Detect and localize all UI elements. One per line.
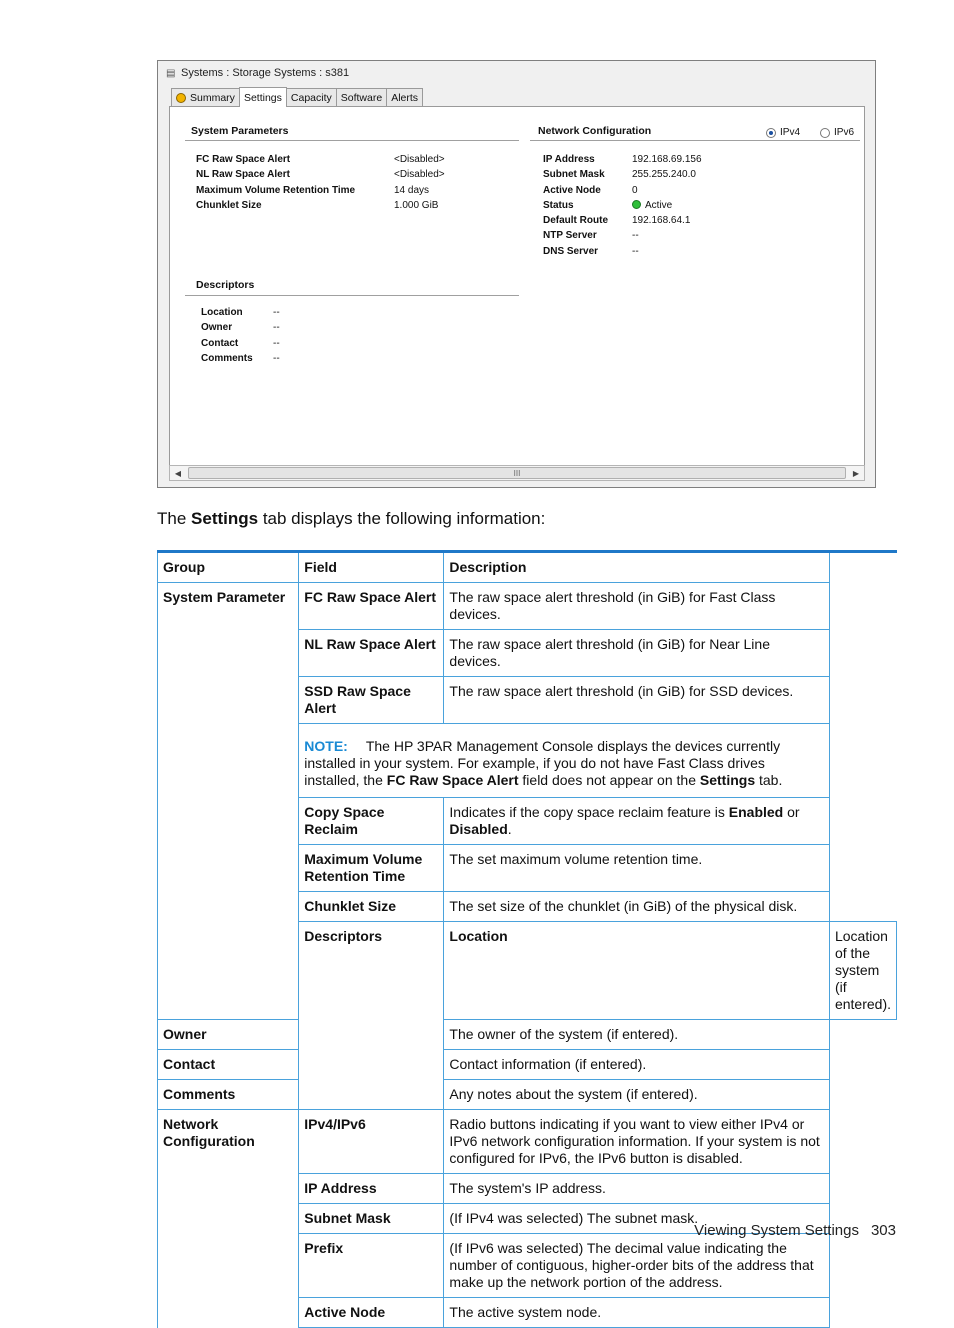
descriptor-value: -- [273, 337, 280, 349]
description-cell: The system's IP address. [444, 1174, 830, 1204]
console-window [157, 60, 876, 488]
description-cell: Contact information (if entered). [444, 1050, 830, 1080]
page-number: 303 [870, 1222, 896, 1239]
field-cell: Location [444, 922, 830, 1020]
ip-version-radio-group [766, 127, 854, 138]
param-label: FC Raw Space Alert [196, 154, 291, 165]
network-value: 255.255.240.0 [632, 169, 696, 181]
scroll-left-icon[interactable]: ◀ [174, 468, 182, 478]
descriptor-value: -- [273, 352, 280, 364]
description-cell: (If IPv6 was selected) The decimal value indicating the number of contiguous, higher-order bits of the address that make up the network portion of the address. [444, 1234, 830, 1298]
param-value: <Disabled> [394, 154, 445, 165]
param-label: Maximum Volume Retention Time [196, 184, 356, 196]
group-descriptors: Descriptors [299, 922, 444, 1110]
settings-panel [169, 106, 865, 466]
network-values [632, 152, 702, 259]
descriptor-label: Owner [201, 322, 233, 334]
table-row [158, 1020, 897, 1050]
system-parameters-labels [196, 152, 355, 213]
param-value: 1.000 GiB [394, 199, 439, 211]
section-divider [185, 295, 519, 296]
description-cell: The active system node. [444, 1298, 830, 1328]
descriptors-heading: Descriptors [196, 279, 255, 291]
descriptors-labels [201, 305, 253, 366]
tab-settings[interactable]: Settings [239, 87, 287, 107]
field-cell: Chunklet Size [299, 892, 444, 922]
system-parameters-values [394, 152, 445, 213]
field-cell: Contact [158, 1050, 299, 1080]
field-cell: Copy Space Reclaim [299, 798, 444, 845]
intro-sentence: The Settings tab displays the following information: [157, 509, 546, 528]
field-cell: Prefix [299, 1234, 444, 1298]
ipv4-radio[interactable] [766, 128, 776, 138]
window-title-bar [158, 61, 875, 85]
network-label: NTP Server [543, 230, 597, 242]
storage-system-icon: ▤ [166, 67, 176, 79]
tab-alerts[interactable]: Alerts [386, 88, 423, 106]
tab-software[interactable]: Software [336, 88, 387, 106]
field-cell: Subnet Mask [299, 1204, 444, 1234]
field-cell: Maximum Volume Retention Time [299, 845, 444, 892]
system-parameters-heading: System Parameters [191, 125, 289, 137]
network-value: 0 [632, 184, 638, 196]
settings-emphasis: Settings [191, 509, 259, 528]
footer-section-title: Viewing System Settings [694, 1222, 859, 1239]
tab-capacity[interactable]: Capacity [286, 88, 337, 106]
network-label: Active Node [543, 184, 601, 196]
param-label: Chunklet Size [196, 199, 262, 211]
group-system-parameter: System Parameter [158, 583, 299, 1020]
section-divider [530, 140, 860, 141]
field-cell: SSD Raw Space Alert [299, 677, 444, 724]
network-label: Default Route [543, 215, 608, 227]
status-active-icon [632, 200, 641, 209]
note-cell: NOTE: The HP 3PAR Management Console displays the devices currently installed in your system. For example, if you do not have Fast Class drives installed, the FC Raw Space Alert field does not appear on the Settings tab. [299, 724, 830, 798]
description-cell: The owner of the system (if entered). [444, 1020, 830, 1050]
description-cell: The raw space alert threshold (in GiB) for SSD devices. [444, 677, 830, 724]
network-value: -- [632, 230, 639, 242]
description-cell: The raw space alert threshold (in GiB) for Near Line devices. [444, 630, 830, 677]
settings-table [157, 550, 897, 1328]
ipv6-label: IPv6 [834, 127, 855, 138]
descriptor-label: Comments [201, 352, 253, 364]
description-cell: The set maximum volume retention time. [444, 845, 830, 892]
section-divider [185, 140, 519, 141]
descriptor-value: -- [273, 322, 280, 334]
network-value: 192.168.64.1 [632, 215, 691, 227]
param-value: <Disabled> [394, 169, 445, 181]
tab-summary[interactable]: Summary [171, 88, 240, 106]
page-footer [694, 1222, 896, 1239]
header-description: Description [444, 552, 830, 583]
header-field: Field [299, 552, 444, 583]
description-cell: Location of the system (if entered). [829, 922, 896, 1020]
network-label: Status [543, 199, 574, 211]
table-header-row [158, 552, 897, 583]
field-cell: Active Node [299, 1298, 444, 1328]
descriptors-values [273, 305, 280, 366]
tab-bar [171, 87, 422, 106]
description-cell: The raw space alert threshold (in GiB) for Fast Class devices. [444, 583, 830, 630]
network-value: 192.168.69.156 [632, 154, 702, 165]
descriptor-value: -- [273, 307, 280, 318]
note-label: NOTE: [304, 738, 348, 754]
param-value: 14 days [394, 184, 430, 196]
table-row [158, 1110, 897, 1174]
field-cell: IP Address [299, 1174, 444, 1204]
field-cell: IPv4/IPv6 [299, 1110, 444, 1174]
horizontal-scrollbar[interactable] [169, 465, 865, 481]
window-title: Systems : Storage Systems : s381 [181, 67, 350, 79]
field-cell: FC Raw Space Alert [299, 583, 444, 630]
network-labels [543, 152, 608, 259]
descriptor-label: Location [201, 307, 243, 318]
field-cell: NL Raw Space Alert [299, 630, 444, 677]
status-value: Active [632, 198, 702, 213]
description-cell: Any notes about the system (if entered). [444, 1080, 830, 1110]
ipv4-label: IPv4 [780, 127, 801, 138]
network-label: DNS Server [543, 245, 599, 257]
ipv6-radio[interactable] [820, 128, 830, 138]
scroll-right-icon[interactable]: ▶ [852, 468, 860, 478]
table-row [158, 1080, 897, 1110]
network-value: -- [632, 245, 639, 257]
field-cell: Owner [158, 1020, 299, 1050]
description-cell: Indicates if the copy space reclaim feature is Enabled or Disabled. [444, 798, 830, 845]
table-row [158, 1050, 897, 1080]
description-cell: Radio buttons indicating if you want to view either IPv4 or IPv6 network configuration information. If your system is not configured for IPv6, the IPv6 button is disabled. [444, 1110, 830, 1174]
network-configuration-heading: Network Configuration [538, 125, 652, 137]
descriptor-label: Contact [201, 337, 239, 349]
description-cell: The set size of the chunklet (in GiB) of the physical disk. [444, 892, 830, 922]
summary-icon [176, 93, 186, 103]
description-cell: (If IPv4 was selected) The subnet mask. [444, 1204, 830, 1234]
field-cell: Comments [158, 1080, 299, 1110]
header-group: Group [158, 552, 299, 583]
table-row [158, 583, 897, 630]
network-label: IP Address [543, 154, 595, 165]
param-label: NL Raw Space Alert [196, 169, 290, 181]
network-label: Subnet Mask [543, 169, 605, 181]
scroll-thumb[interactable]: III [188, 467, 846, 479]
group-network-configuration: Network Configuration [158, 1110, 299, 1328]
